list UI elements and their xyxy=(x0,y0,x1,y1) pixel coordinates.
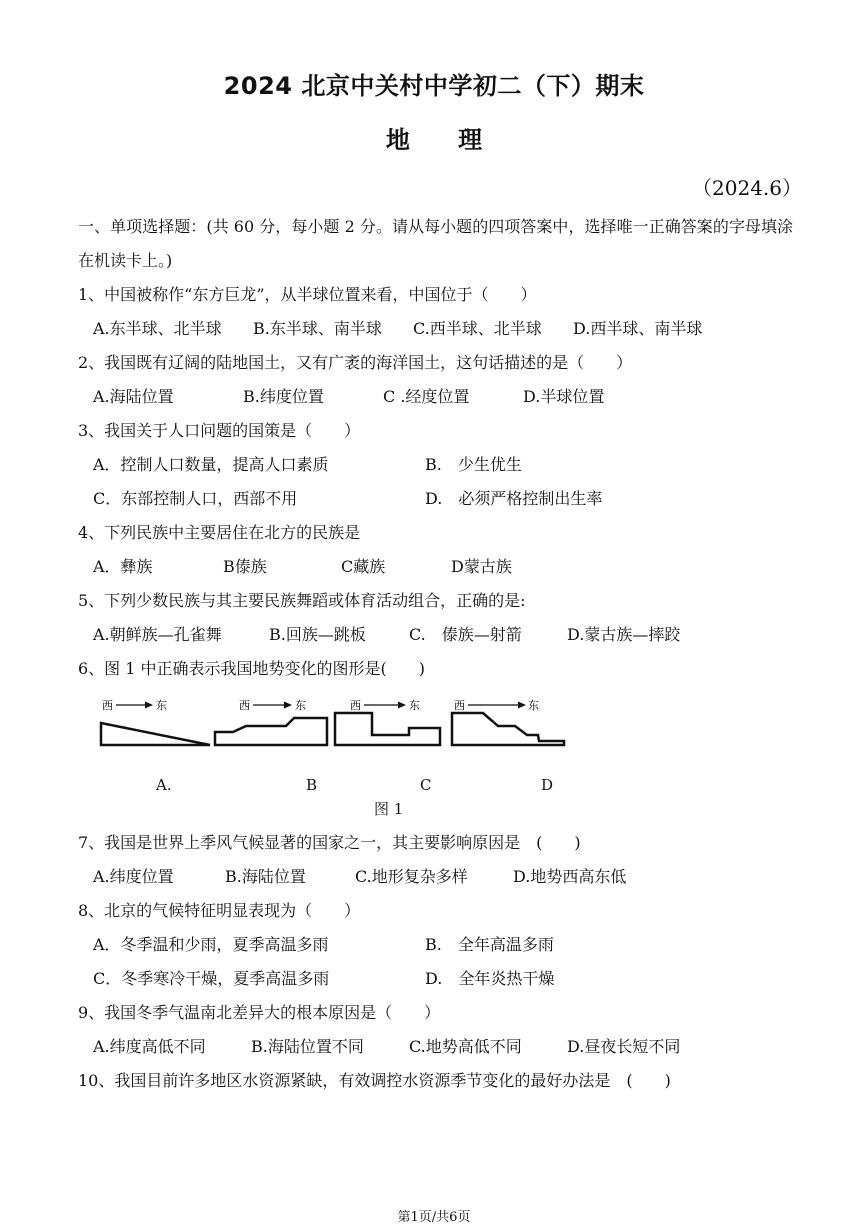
option: A.纬度高低不同 xyxy=(93,1037,206,1056)
direction-west: 西 xyxy=(454,699,465,712)
option: D.蒙古族—摔跤 xyxy=(567,625,681,644)
direction-west: 西 xyxy=(350,699,361,712)
option: B傣族 xyxy=(223,557,267,576)
question-options xyxy=(78,482,793,516)
direction-east: 东 xyxy=(156,699,167,712)
arrow-head xyxy=(398,702,406,709)
figure-label-d: D xyxy=(541,776,554,794)
profile-shape xyxy=(101,723,210,745)
option: A.东半球、北半球 xyxy=(93,319,222,338)
option: D.地势西高东低 xyxy=(513,867,627,886)
question-options xyxy=(78,860,793,894)
option: B. 少生优生 xyxy=(425,455,522,474)
arrow-head xyxy=(145,702,153,709)
question-stem: 9、我国冬季气温南北差异大的根本原因是（ ） xyxy=(78,1003,441,1022)
profile-d xyxy=(452,699,564,745)
option: A．彝族 xyxy=(93,557,153,576)
profile-shape xyxy=(215,718,327,745)
question-options xyxy=(78,1030,793,1064)
question-stem: 1、中国被称作“东方巨龙”，从半球位置来看，中国位于（ ） xyxy=(78,285,537,304)
question-options xyxy=(78,928,793,962)
figure-label-b: B xyxy=(306,776,318,794)
option: B.东半球、南半球 xyxy=(253,319,382,338)
option: C．东部控制人口，西部不用 xyxy=(93,489,298,508)
question-stem: 3、我国关于人口问题的国策是（ ） xyxy=(78,421,361,440)
option: C.地形复杂多样 xyxy=(355,867,468,886)
arrow-head xyxy=(518,702,526,709)
section-intro: 一、单项选择题：(共 60 分，每小题 2 分。请从每小题的四项答案中，选择唯一正确答案的字母填涂在机读卡上。) xyxy=(78,217,793,270)
option: D.西半球、南半球 xyxy=(573,319,703,338)
direction-east: 东 xyxy=(528,699,539,712)
question-options xyxy=(78,550,793,584)
option: A．控制人口数量，提高人口素质 xyxy=(93,455,329,474)
option: C.地势高低不同 xyxy=(409,1037,522,1056)
option: C藏族 xyxy=(341,557,386,576)
option: B.海陆位置不同 xyxy=(251,1037,364,1056)
exam-subject: 地 理 xyxy=(385,126,483,154)
profile-shape xyxy=(452,713,564,745)
option: A.朝鲜族—孔雀舞 xyxy=(93,625,222,644)
option: B.海陆位置 xyxy=(225,867,306,886)
question-stem: 4、下列民族中主要居住在北方的民族是 xyxy=(78,523,361,542)
option: B. 全年高温多雨 xyxy=(425,935,554,954)
question-stem: 2、我国既有辽阔的陆地国土，又有广袤的海洋国土，这句话描述的是（ ） xyxy=(78,353,633,372)
option: D. 必须严格控制出生率 xyxy=(425,489,603,508)
profile-c xyxy=(335,699,440,745)
question-options xyxy=(78,380,793,414)
option: D. 全年炎热干燥 xyxy=(425,969,555,988)
option: C．冬季寒冷干燥，夏季高温多雨 xyxy=(93,969,330,988)
profile-b xyxy=(215,699,327,745)
option: C .经度位置 xyxy=(383,387,470,406)
option: C. 傣族—射箭 xyxy=(409,625,522,644)
question-options xyxy=(78,618,793,652)
option: A.纬度位置 xyxy=(93,867,174,886)
exam-date: （2024.6） xyxy=(692,176,802,200)
question-stem: 10、我国目前许多地区水资源紧缺，有效调控水资源季节变化的最好办法是 ( ) xyxy=(78,1071,671,1090)
question-stem: 8、北京的气候特征明显表现为（ ） xyxy=(78,901,361,920)
option: A．冬季温和少雨，夏季高温多雨 xyxy=(93,935,329,954)
profile-a xyxy=(101,699,210,745)
arrow-head xyxy=(284,702,292,709)
question-options xyxy=(78,448,793,482)
figure-caption: 图 1 xyxy=(374,800,404,818)
direction-east: 东 xyxy=(295,699,306,712)
exam-title: 2024 北京中关村中学初二（下）期末 xyxy=(223,72,645,100)
option: B.纬度位置 xyxy=(243,387,324,406)
profile-shape xyxy=(335,713,440,745)
option: D蒙古族 xyxy=(451,557,512,576)
direction-west: 西 xyxy=(102,699,113,712)
terrain-figure xyxy=(78,688,793,792)
exam-content xyxy=(78,210,793,1098)
option: A.海陆位置 xyxy=(93,387,174,406)
question-options xyxy=(78,962,793,996)
figure-label-a: A. xyxy=(156,776,172,794)
figure-label-c: C xyxy=(420,776,432,794)
option: B.回族—跳板 xyxy=(269,625,366,644)
direction-east: 东 xyxy=(409,699,420,712)
question-stem: 5、下列少数民族与其主要民族舞蹈或体育活动组合，正确的是: xyxy=(78,591,526,610)
option: D.半球位置 xyxy=(523,387,605,406)
direction-west: 西 xyxy=(239,699,250,712)
question-options xyxy=(78,312,793,346)
option: D.昼夜长短不同 xyxy=(567,1037,681,1056)
option: C.西半球、北半球 xyxy=(413,319,542,338)
page-footer: 第1页/共6页 xyxy=(397,1210,471,1225)
figure-labels xyxy=(78,768,793,792)
question-stem: 7、我国是世界上季风气候显著的国家之一，其主要影响原因是 ( ) xyxy=(78,833,581,852)
question-stem: 6、图 1 中正确表示我国地势变化的图形是( ) xyxy=(78,659,426,678)
